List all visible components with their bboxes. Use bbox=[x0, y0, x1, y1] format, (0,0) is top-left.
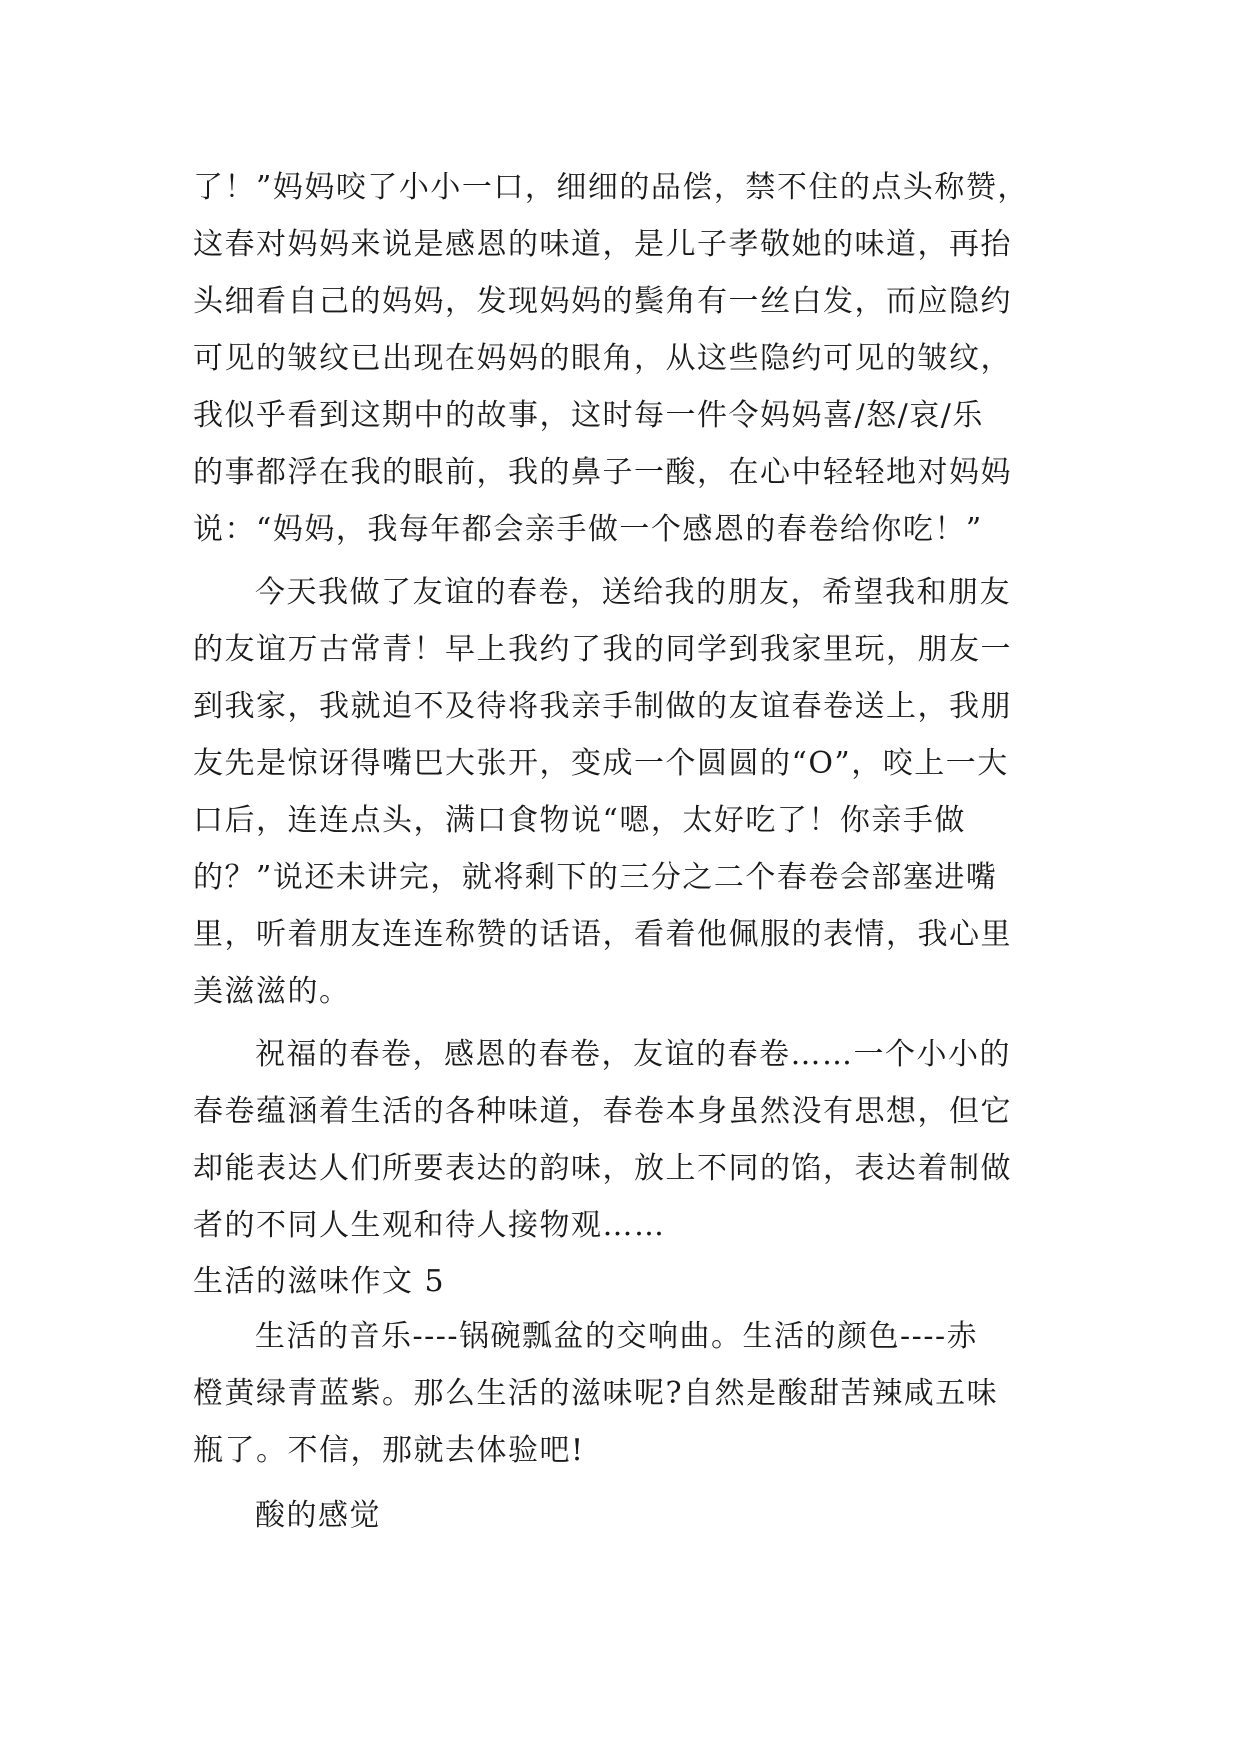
text-line: 里，听着朋友连连称赞的话语，看着他佩服的表情，我心里 bbox=[193, 917, 1012, 952]
text-line: 者的不同人生观和待人接物观…… bbox=[193, 1208, 666, 1243]
text-line: 生活的音乐----锅碗瓢盆的交响曲。生活的颜色----赤 bbox=[255, 1319, 979, 1354]
text-line: 的事都浮在我的眼前，我的鼻子一酸，在心中轻轻地对妈妈 bbox=[193, 455, 1012, 490]
text-line: 这春对妈妈来说是感恩的味道，是儿子孝敬她的味道，再抬 bbox=[193, 227, 1012, 262]
text-line: 春卷蕴涵着生活的各种味道，春卷本身虽然没有思想，但它 bbox=[193, 1094, 1012, 1129]
text-line: 美滋滋的。 bbox=[193, 974, 351, 1009]
text-line: 到我家，我就迫不及待将我亲手制做的友谊春卷送上，我朋 bbox=[193, 689, 1012, 724]
section-heading: 生活的滋味作文 5 bbox=[193, 1264, 446, 1299]
text-line: 的？”说还未讲完，就将剩下的三分之二个春卷会部塞进嘴 bbox=[193, 860, 998, 895]
paragraph-gratitude bbox=[193, 159, 1053, 558]
text-line: 我似乎看到这期中的故事，这时每一件令妈妈喜/怒/哀/乐 bbox=[193, 398, 984, 433]
subheading: 酸的感觉 bbox=[255, 1498, 381, 1533]
text-line: 瓶了。不信，那就去体验吧! bbox=[193, 1433, 585, 1468]
text-line: 头细看自己的妈妈，发现妈妈的鬓角有一丝白发，而应隐约 bbox=[193, 284, 1012, 319]
text-line: 橙黄绿青蓝紫。那么生活的滋味呢?自然是酸甜苦辣咸五味 bbox=[193, 1376, 999, 1411]
text-line: 说：“妈妈，我每年都会亲手做一个感恩的春卷给你吃！” bbox=[193, 512, 983, 547]
text-line: 口后，连连点头，满口食物说“嗯，太好吃了！你亲手做 bbox=[193, 803, 966, 838]
text-line: 的友谊万古常青！早上我约了我的同学到我家里玩，朋友一 bbox=[193, 632, 1012, 667]
paragraph-conclusion bbox=[193, 1026, 1053, 1254]
document-body bbox=[193, 159, 1053, 1544]
paragraph-friendship bbox=[193, 564, 1053, 1020]
text-line: 却能表达人们所要表达的韵味，放上不同的馅，表达着制做 bbox=[193, 1151, 1012, 1186]
text-line: 今天我做了友谊的春卷，送给我的朋友，希望我和朋友 bbox=[255, 575, 1011, 610]
text-line: 了！”妈妈咬了小小一口，细细的品偿，禁不住的点头称赞， bbox=[193, 170, 1029, 205]
text-line: 友先是惊讶得嘴巴大张开，变成一个圆圆的“O”，咬上一大 bbox=[193, 746, 1009, 781]
text-line: 祝福的春卷，感恩的春卷，友谊的春卷……一个小小的 bbox=[255, 1037, 1011, 1072]
paragraph-life-flavor bbox=[193, 1308, 1053, 1479]
text-line: 可见的皱纹已出现在妈妈的眼角，从这些隐约可见的皱纹， bbox=[193, 341, 1012, 376]
